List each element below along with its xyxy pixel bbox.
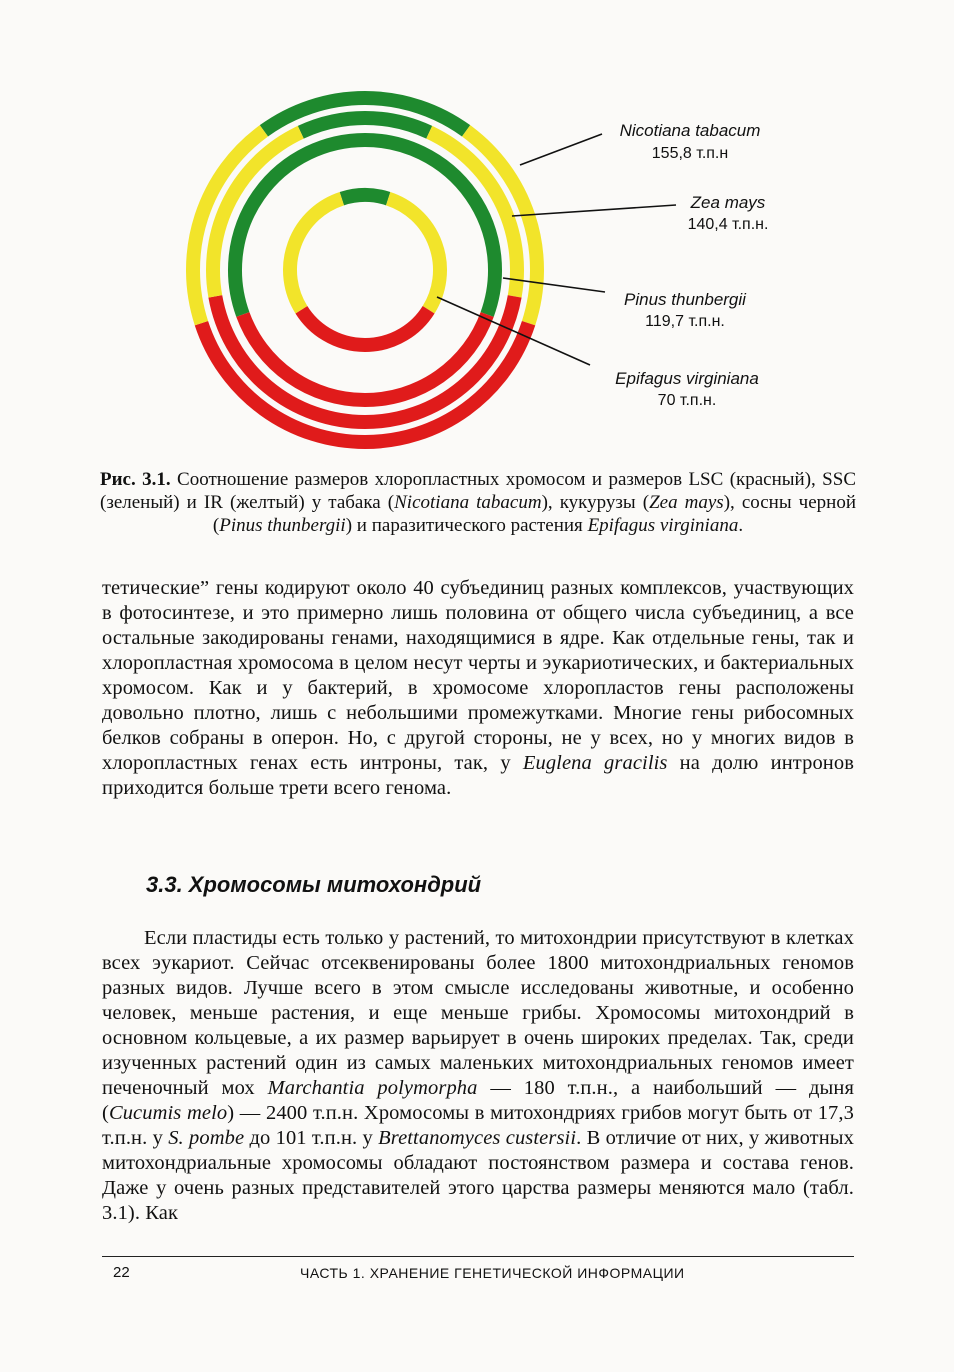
paragraph-chloroplast <box>102 576 854 801</box>
chloroplast-rings-figure <box>0 0 954 470</box>
paragraph-text: ) — 2400 т.п.н. Хромосомы в митохондриях грибов могут быть от 17,3 т.п.н. у <box>102 1102 854 1149</box>
caption-label: Рис. 3.1. <box>100 469 171 490</box>
rings-group <box>193 98 537 442</box>
label-epifagus-species: Epifagus virginiana <box>615 369 759 388</box>
label-epifagus-size: 70 т.п.н. <box>657 392 717 409</box>
footer-rule <box>102 1256 854 1257</box>
paragraph-text: — 180 т.п.н., а наибольший — дыня ( <box>102 1077 854 1124</box>
paragraph-italic: Cucumis melo <box>108 1102 228 1124</box>
caption-italic: Epifagus virginiana <box>587 515 739 536</box>
section-heading: 3.3. Хромосомы митохондрий <box>146 872 482 897</box>
species-labels <box>615 121 768 409</box>
ring-4-ir-segment <box>290 199 342 310</box>
paragraph-italic: S. pombe <box>168 1127 245 1149</box>
running-footer: ЧАСТЬ 1. ХРАНЕНИЕ ГЕНЕТИЧЕСКОЙ ИНФОРМАЦИИ <box>300 1265 685 1281</box>
ring-4-ssc-segment <box>342 195 388 199</box>
label-pinus-species: Pinus thunbergii <box>624 290 746 309</box>
paragraph-text: до 101 т.п.н. у <box>244 1127 379 1149</box>
paragraph-italic: Euglena gracilis <box>522 752 668 774</box>
label-zea-size: 140,4 т.п.н. <box>687 216 769 233</box>
label-nicotiana-species: Nicotiana tabacum <box>619 121 761 140</box>
caption-text: Соотношение размеров хлоропластных хромосом и размеров LSC (красный), SSC (зеленый) и IR (желтый) у табака ( <box>100 469 856 513</box>
ring-4-ir-segment <box>388 199 440 310</box>
label-pinus-size: 119,7 т.п.н. <box>645 313 725 330</box>
caption-text: ), сосны черной ( <box>212 492 856 536</box>
caption-text: . <box>738 515 744 536</box>
caption-text: ), кукурузы ( <box>541 492 650 513</box>
caption-text: ) и паразитического растения <box>345 515 588 536</box>
caption-italic: Nicotiana tabacum <box>394 492 542 513</box>
paragraph-text: . В отличие от них, у животных митохондриальные хромосомы обладают постоянством размера и состава генов. Даже у очень разных представителей этого царства размеры меняются мало (табл. 3.1). Как <box>102 1127 854 1224</box>
paragraph-text: на долю интронов приходится больше трети всего генома. <box>102 752 854 799</box>
ring-4-lsc-segment <box>301 310 428 345</box>
paragraph-italic: Marchantia polymorpha <box>267 1077 478 1099</box>
leader-line-nicotiana <box>520 134 602 165</box>
ring-3-ssc-segment <box>235 140 495 314</box>
label-zea-species: Zea mays <box>690 193 766 212</box>
paragraph-mitochondria <box>102 926 854 1226</box>
page-number: 22 <box>113 1264 130 1281</box>
paragraph-italic: Brettanomyces custersii <box>378 1127 577 1149</box>
paragraph-text: Если пластиды есть только у растений, то митохондрии присутствуют в клетках всех эукариот. Сейчас отсеквенированы более 1800 митохондриальных геномов разных видов. Лучше всего в этом смысле исследованы животные, и особенно человек, меньше растения, и еще меньше грибы. Хромосомы митохондрий в основном кольцевые, а их размер варьирует в очень широких пределах. Так, среди изученных растений один из самых маленьких митохондриальных геномов имеет печеночный мох <box>102 927 854 1099</box>
label-nicotiana-size: 155,8 т.п.н <box>651 145 729 162</box>
caption-italic: Pinus thunbergii <box>219 515 346 536</box>
paragraph-text: тетические” гены кодируют около 40 субъединиц разных комплексов, участвующих в фотосинтезе, и это примерно лишь половина от общего числа субъединиц, а все остальные закодированы генами, находящимися в ядре. Как отдельные гены, так и хлоропластная хромосома в целом несут черты и эукариотических, и бактериальных хромосом. Как и у бактерий, в хромосоме хлоропластов гены расположены довольно плотно, лишь с небольшими промежутками. Многие гены рибосомных белков собраны в оперон. Но, с другой стороны, не у всех, но у многих видов в хлоропластных генах есть интроны, так, у <box>102 577 854 774</box>
figure-caption <box>100 468 856 537</box>
caption-italic: Zea mays <box>649 492 724 513</box>
leader-line-zea <box>512 205 676 216</box>
ring-2-ssc-segment <box>301 118 429 132</box>
